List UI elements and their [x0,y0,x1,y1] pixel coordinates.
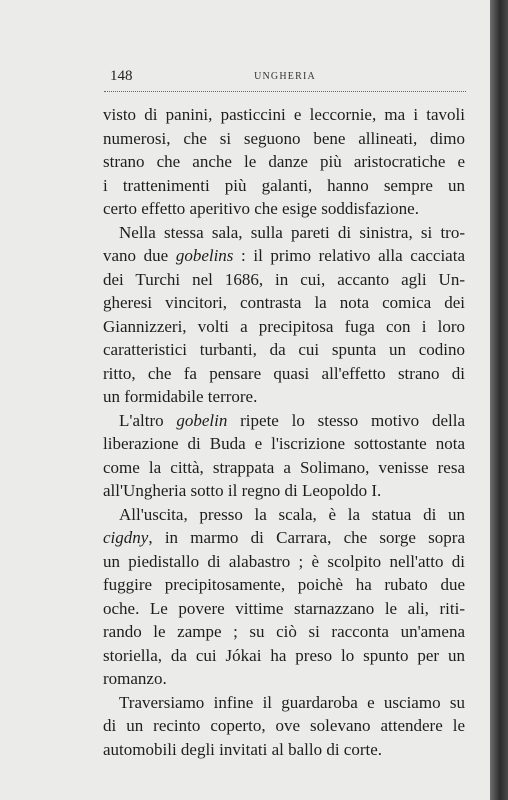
text-segment: fuggire precipitosamente, poichè ha rubato due [103,575,465,594]
text-segment: visto di panini, pasticcini e leccornie, ma i tavoli [103,105,465,124]
book-spine [490,0,508,800]
running-head: UNGHERIA [254,71,316,82]
page-number: 148 [110,68,133,84]
text-line [103,221,465,245]
text-segment: ritto, che fa pensare quasi all'effetto strano di [103,363,465,383]
header-divider [104,91,466,92]
text-line [103,385,465,409]
text-segment: rando le zampe ; su ciò si racconta un'amena [103,622,465,641]
text-line [103,456,465,480]
text-line [103,526,465,550]
text-line [103,738,465,762]
text-line [103,432,465,456]
text-line [103,550,465,574]
text-segment: Traversiamo infine il guardaroba e usciamo su [119,692,465,712]
text-segment: gheresi vincitori, contrasta la nota comica dei [103,293,465,312]
text-segment: , in marmo di Carrara, che sorge sopra [148,528,465,547]
text-line [103,691,465,715]
text-segment: vano due [103,246,176,265]
paragraph [103,221,465,409]
text-line [103,479,465,503]
text-line [103,409,465,433]
text-segment: un piedistallo di alabastro ; è scolpito nell'atto di [103,551,465,571]
page-header [104,68,466,88]
text-segment: i trattenimenti più galanti, hanno sempre un [103,175,465,195]
paragraph [103,691,465,762]
paragraph [103,409,465,503]
text-segment: Nella stessa sala, sulla pareti di sinistra, si tro- [119,222,465,242]
text-segment: caratteristici turbanti, da cui spunta un codino [103,340,465,359]
text-segment: un formidabile terrore. [103,387,258,406]
text-line [103,362,465,386]
text-segment: romanzo. [103,669,167,688]
paragraph [103,103,465,221]
text-segment: numerosi, che si seguono bene allineati, dimo [103,128,465,148]
text-line [103,338,465,362]
text-line [103,150,465,174]
text-segment: come la città, strappata a Solimano, venisse resa [103,457,465,477]
italic-term: gobelin [176,410,228,430]
italic-term: cigdny [103,528,149,547]
text-segment: oche. Le povere vittime starnazzano le ali, riti- [103,598,465,618]
text-segment: dei Turchi nel 1686, in cui, accanto agli Un- [103,269,465,289]
text-segment: storiella, da cui Jókai ha preso lo spunto per un [103,645,465,665]
text-segment: Giannizzeri, volti a precipitosa fuga con i loro [103,316,465,336]
text-segment: di un recinto coperto, ove solevano attendere le [103,716,465,735]
text-line [103,244,465,268]
text-line [103,714,465,738]
text-segment: automobili degli invitati al ballo di corte. [103,739,383,759]
italic-term: gobelins [175,246,234,265]
text-line [103,197,465,221]
text-segment: strano che anche le danze più aristocratiche e [103,152,465,171]
text-line [103,620,465,644]
paragraph [103,503,465,691]
text-segment: ripete lo stesso motivo della [227,410,465,430]
text-line [103,573,465,597]
text-line [103,597,465,621]
text-line [103,174,465,198]
text-line [103,291,465,315]
text-line [103,127,465,151]
body-text [103,103,465,761]
text-segment: : il primo relativo alla cacciata [233,246,465,265]
text-segment: liberazione di Buda e l'iscrizione sottostante nota [103,434,465,453]
text-segment: all'Ungheria sotto il regno di Leopoldo I. [103,481,382,500]
text-segment: certo effetto aperitivo che esige soddisfazione. [103,199,419,218]
text-line [103,103,465,127]
text-line [103,315,465,339]
text-line [103,644,465,668]
text-line [103,268,465,292]
text-line [103,667,465,691]
text-segment: All'uscita, presso la scala, è la statua di un [119,504,465,524]
text-line [103,503,465,527]
text-segment: L'altro [119,410,177,430]
